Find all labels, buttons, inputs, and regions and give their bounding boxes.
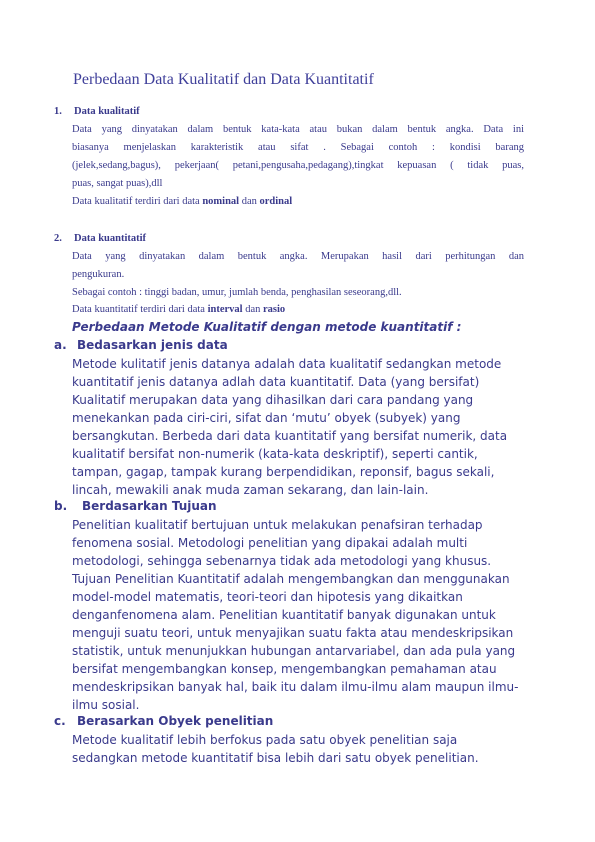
section1-composition [72, 195, 292, 209]
point-a-bullet: a. [54, 338, 67, 352]
point-b-line: model-model matematis, teori-teori dan hipotesis yang dikaitkan [72, 590, 463, 604]
section2-example: Sebagai contoh : tinggi badan, umur, jumlah benda, penghasilan seseorang,dll. [72, 287, 402, 298]
term-rasio: rasio [263, 304, 286, 315]
section1-line: puas, sangat puas),dll [72, 178, 163, 189]
section1-heading: Data kualitatif [74, 106, 140, 117]
section2-heading: Data kuantitatif [74, 233, 147, 244]
composition-prefix: Data kualitatif terdiri dari data [72, 196, 203, 207]
page-title: Perbedaan Data Kualitatif dan Data Kuantitatif [73, 71, 374, 88]
point-a-line: menekankan pada ciri-ciri, sifat dan ‘mutu’ obyek (subyek) yang [72, 411, 461, 425]
point-b-bullet: b. [54, 499, 68, 513]
term-nominal: nominal [202, 196, 240, 207]
point-a-line: lincah, mewakili anak muda zaman sekarang, dan lain-lain. [72, 483, 429, 497]
point-c-bullet: c. [54, 714, 66, 728]
section1-line: biasanya menjelaskan karakteristik atau sifat . Sebagai contoh : kondisi barang [72, 142, 524, 153]
point-b-line: metodologi, sehingga sebenarnya tidak ada metodologi yang khusus. [72, 554, 492, 568]
section1-number: 1. [54, 106, 62, 117]
point-a-line: Metode kulitatif jenis datanya adalah data kualitatif sedangkan metode [72, 357, 502, 371]
point-b-line: statistik, untuk menunjukkan hubungan antarvariabel, dan ada pula yang [72, 644, 516, 658]
point-a-line: bersangkutan. Berbeda dari data kuantitatif yang bersifat numerik, data [72, 429, 508, 443]
point-a-line: kuantitatif jenis datanya adlah data kuantitatif. Data (yang bersifat) [72, 375, 480, 389]
point-a-line: kualitatif bersifat non-numerik (kata-kata deskriptif), seperti cantik, [72, 447, 478, 461]
point-b-line: ilmu sosial. [72, 698, 140, 712]
point-b-line: mendeskripsikan banyak hal, baik itu dalam ilmu-ilmu alam maupun ilmu- [72, 680, 519, 694]
section1-line: (jelek,sedang,bagus), pekerjaan( petani,pengusaha,pedagang),tingkat kepuasan ( tidak puas, [72, 160, 524, 171]
section2-line: Data yang dinyatakan dalam bentuk angka. Merupakan hasil dari perhitungan dan [72, 251, 524, 262]
point-a-line: tampan, gagap, tampak kurang berpendidikan, reponsif, bagus sekali, [72, 465, 495, 479]
term-ordinal: ordinal [259, 196, 293, 207]
point-c-line: Metode kualitatif lebih berfokus pada satu obyek penelitian saja [72, 733, 458, 747]
composition-connector: dan [239, 196, 260, 207]
point-b-line: bersifat mengembangkan konsep, mengembangkan pemahaman atau [72, 662, 497, 676]
point-b-heading: Berdasarkan Tujuan [82, 499, 217, 513]
term-interval: interval [207, 304, 243, 315]
composition-prefix: Data kuantitatif terdiri dari data [72, 304, 208, 315]
point-b-line: fenomena sosial. Metodologi penelitian yang dipakai adalah multi [72, 536, 468, 550]
point-b-line: Tujuan Penelitian Kuantitatif adalah mengembangkan dan menggunakan [72, 572, 510, 586]
point-b-line: menguji suatu teori, untuk menyajikan suatu fakta atau mendeskripsikan [72, 626, 514, 640]
section1-line: Data yang dinyatakan dalam bentuk kata-kata atau bukan dalam bentuk angka. Data ini [72, 124, 524, 135]
point-a-heading: Bedasarkan jenis data [77, 338, 228, 352]
point-c-line: sedangkan metode kuantitatif bisa lebih dari satu obyek penelitian. [72, 751, 479, 765]
section2-composition [72, 303, 285, 317]
section2-line: pengukuran. [72, 269, 125, 280]
point-b-line: Penelitian kualitatif bertujuan untuk melakukan penafsiran terhadap [72, 518, 483, 532]
section2-number: 2. [54, 233, 62, 244]
methods-title: Perbedaan Metode Kualitatif dengan metode kuantitatif : [72, 320, 462, 334]
composition-connector: dan [242, 304, 263, 315]
point-b-line: denganfenomena alam. Penelitian kuantitatif banyak digunakan untuk [72, 608, 496, 622]
point-a-line: Kualitatif merupakan data yang dihasilkan dari cara pandang yang [72, 393, 474, 407]
point-c-heading: Berasarkan Obyek penelitian [77, 714, 274, 728]
